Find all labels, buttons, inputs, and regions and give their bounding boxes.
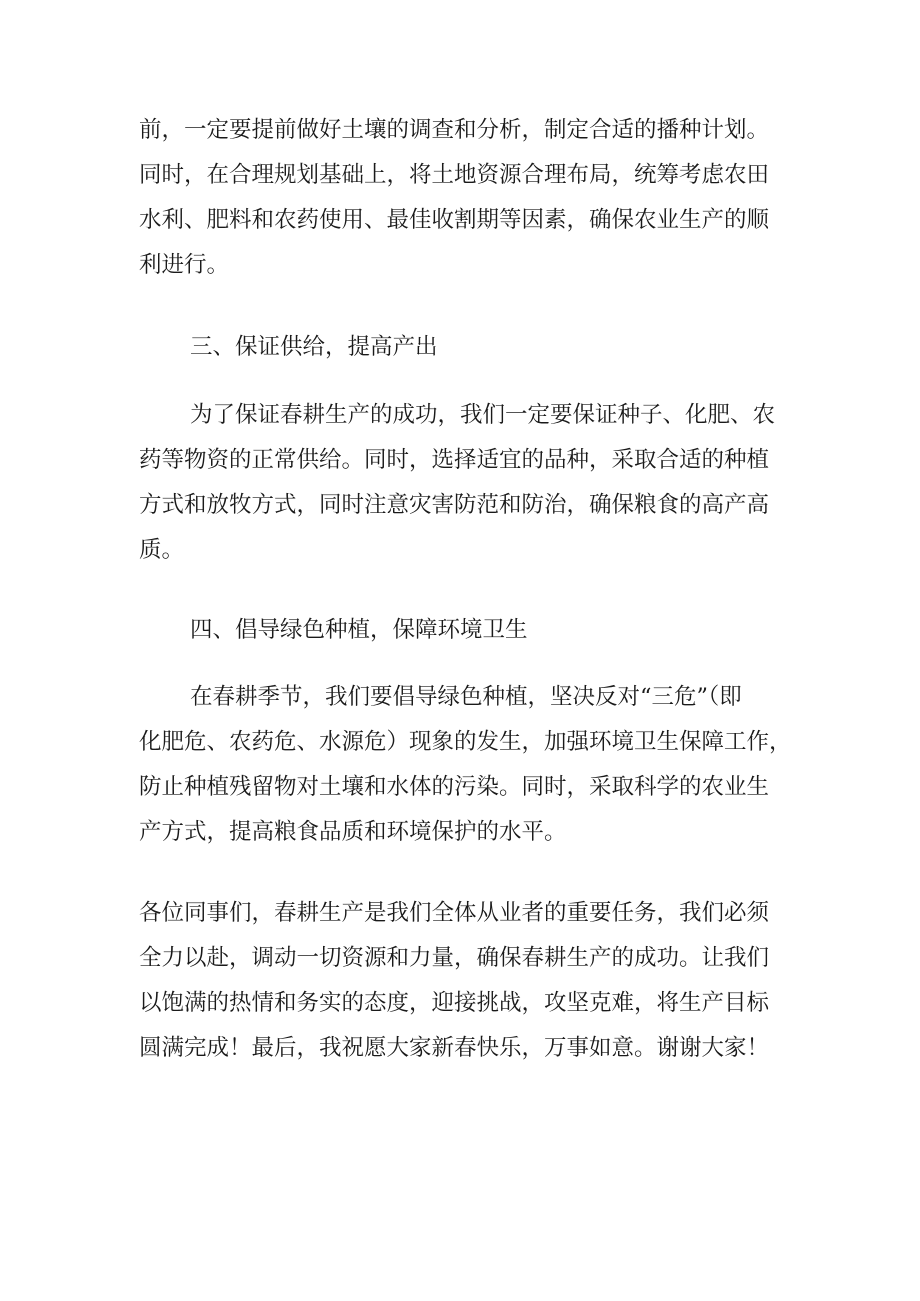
text-line: 防止种植残留物对土壤和水体的污染。同时，采取科学的农业生 — [139, 774, 770, 800]
text-line: 质。 — [139, 537, 185, 563]
text-line: 同时，在合理规划基础上，将土地资源合理布局，统筹考虑农田 — [139, 162, 770, 188]
text-line: 利进行。 — [139, 252, 230, 278]
section-heading: 四、倡导绿色种植，保障环境卫生 — [190, 617, 528, 643]
text-line: 在春耕季节，我们要倡导绿色种植，坚决反对“三危”（即 — [190, 684, 742, 710]
text-line: 全力以赴，调动一切资源和力量，确保春耕生产的成功。让我们 — [139, 945, 770, 971]
text-line: 圆满完成！最后，我祝愿大家新春快乐，万事如意。谢谢大家！ — [139, 1035, 770, 1061]
section-heading: 三、保证供给，提高产出 — [190, 334, 438, 360]
text-line: 化肥危、农药危、水源危）现象的发生，加强环境卫生保障工作， — [139, 729, 792, 755]
text-line: 前，一定要提前做好土壤的调查和分析，制定合适的播种计划。 — [139, 117, 770, 143]
text-line: 为了保证春耕生产的成功，我们一定要保证种子、化肥、农 — [190, 402, 776, 428]
text-line: 水利、肥料和农药使用、最佳收割期等因素，确保农业生产的顺 — [139, 207, 770, 233]
text-line: 以饱满的热情和务实的态度，迎接挑战，攻坚克难，将生产目标 — [139, 990, 770, 1016]
text-line: 产方式，提高粮食品质和环境保护的水平。 — [139, 819, 567, 845]
text-line: 方式和放牧方式，同时注意灾害防范和防治，确保粮食的高产高 — [139, 492, 770, 518]
text-line: 各位同事们，春耕生产是我们全体从业者的重要任务，我们必须 — [139, 900, 770, 926]
text-line: 药等物资的正常供给。同时，选择适宜的品种，采取合适的种植 — [139, 447, 770, 473]
